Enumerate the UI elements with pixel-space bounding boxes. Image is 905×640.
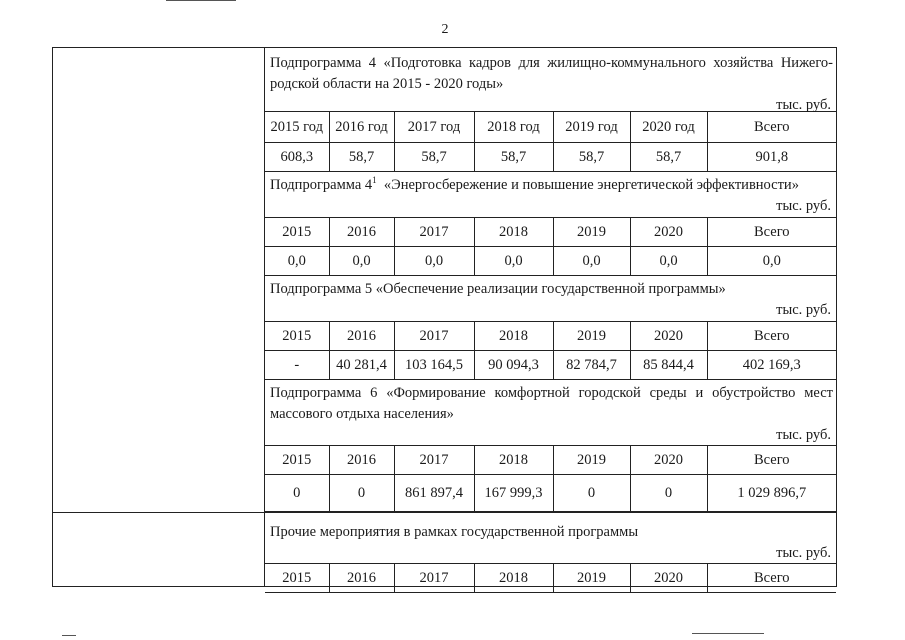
year-header: 2019	[553, 218, 630, 247]
amount-cell: 58,7	[553, 143, 630, 172]
table-row	[265, 564, 836, 593]
table-row	[265, 322, 836, 351]
table-row	[265, 143, 836, 172]
year-header: 2015	[265, 218, 329, 247]
amount-cell: 90 094,3	[474, 351, 553, 380]
year-header: 2019	[553, 322, 630, 351]
units-label: тыс. руб.	[776, 427, 831, 443]
amount-cell: 0,0	[474, 247, 553, 276]
year-header: 2017	[394, 446, 474, 475]
year-header: 2020	[630, 322, 707, 351]
year-header: 2017	[394, 564, 474, 593]
year-header: 2017 год	[394, 112, 474, 143]
year-header: 2020	[630, 564, 707, 593]
total-cell: 402 169,3	[707, 351, 836, 380]
table-row	[265, 351, 836, 380]
year-header: 2015 год	[265, 112, 329, 143]
amount-cell: 0,0	[553, 247, 630, 276]
left-label-column	[53, 48, 265, 586]
year-header: 2016 год	[329, 112, 394, 143]
units-label: тыс. руб.	[776, 302, 831, 318]
total-cell: 901,8	[707, 143, 836, 172]
subprogram-title-prefix: Подпрограмма 4	[270, 177, 373, 193]
subprogram-6-title-block	[265, 380, 836, 445]
total-cell: 0,0	[707, 247, 836, 276]
subprogram-title: Прочие мероприятия в рамках государственной программы	[270, 524, 639, 540]
other-activities-title-block	[265, 513, 836, 563]
year-header: 2020 год	[630, 112, 707, 143]
amount-cell: 0	[329, 475, 394, 512]
subprogram-title: Подпрограмма 6 «Формирование комфортной городской среды и обустройство мест массового отдыха населения»	[270, 385, 833, 422]
page-number: 2	[441, 22, 449, 37]
table-row	[265, 112, 836, 143]
subprogram-4-funding-table	[265, 111, 836, 172]
amount-cell: 0,0	[329, 247, 394, 276]
total-header: Всего	[707, 564, 836, 593]
table-row	[265, 446, 836, 475]
amount-cell: 58,7	[474, 143, 553, 172]
scan-mark	[692, 633, 764, 634]
total-header: Всего	[707, 446, 836, 475]
table-row	[265, 218, 836, 247]
amount-cell: 167 999,3	[474, 475, 553, 512]
budget-table	[52, 47, 837, 587]
year-header: 2016	[329, 446, 394, 475]
year-header: 2018	[474, 218, 553, 247]
table-row	[265, 475, 836, 512]
year-header: 2016	[329, 564, 394, 593]
subprogram-4-1-funding-table	[265, 217, 836, 276]
year-header: 2017	[394, 218, 474, 247]
amount-cell: 0,0	[630, 247, 707, 276]
amount-cell: 0	[553, 475, 630, 512]
amount-cell: 0	[630, 475, 707, 512]
amount-cell: 82 784,7	[553, 351, 630, 380]
subprogram-title-superscript: 1	[372, 175, 377, 185]
subprogram-title: Подпрограмма 5 «Обеспечение реализации государственной программы»	[270, 281, 726, 297]
year-header: 2015	[265, 322, 329, 351]
scan-mark	[166, 0, 236, 1]
subprogram-title: Подпрограмма 4 «Подготовка кадров для жилищно-коммунального хозяйства Нижего-родской области на 2015 - 2020 годы»	[270, 55, 833, 92]
subprogram-4-1-title-block	[265, 172, 836, 217]
amount-cell: 861 897,4	[394, 475, 474, 512]
scan-mark	[62, 635, 76, 636]
year-header: 2019 год	[553, 112, 630, 143]
year-header: 2018 год	[474, 112, 553, 143]
amount-cell: 40 281,4	[329, 351, 394, 380]
units-label: тыс. руб.	[776, 545, 831, 561]
amount-cell: 608,3	[265, 143, 329, 172]
subprogram-6-funding-table	[265, 445, 836, 512]
subprogram-title-rest: «Энергосбережение и повышение энергетической эффективности»	[383, 177, 799, 193]
subprogram-5-title-block	[265, 276, 836, 321]
amount-cell: 0,0	[394, 247, 474, 276]
amount-cell: 58,7	[394, 143, 474, 172]
amount-cell: 58,7	[329, 143, 394, 172]
year-header: 2020	[630, 218, 707, 247]
year-header: 2019	[553, 446, 630, 475]
amount-cell: 58,7	[630, 143, 707, 172]
funding-column	[265, 48, 836, 593]
units-label: тыс. руб.	[776, 97, 831, 113]
amount-cell: -	[265, 351, 329, 380]
year-header: 2015	[265, 564, 329, 593]
year-header: 2015	[265, 446, 329, 475]
amount-cell: 0	[265, 475, 329, 512]
total-header: Всего	[707, 112, 836, 143]
units-label: тыс. руб.	[776, 198, 831, 214]
year-header: 2020	[630, 446, 707, 475]
total-header: Всего	[707, 322, 836, 351]
year-header: 2016	[329, 218, 394, 247]
year-header: 2017	[394, 322, 474, 351]
table-row	[265, 247, 836, 276]
year-header: 2019	[553, 564, 630, 593]
amount-cell: 0,0	[265, 247, 329, 276]
section-divider	[53, 512, 265, 513]
subprogram-title	[270, 175, 833, 196]
amount-cell: 85 844,4	[630, 351, 707, 380]
year-header: 2018	[474, 322, 553, 351]
total-header: Всего	[707, 218, 836, 247]
amount-cell: 103 164,5	[394, 351, 474, 380]
other-activities-funding-table	[265, 563, 836, 593]
year-header: 2016	[329, 322, 394, 351]
subprogram-5-funding-table	[265, 321, 836, 380]
subprogram-4-title-block	[265, 48, 836, 111]
year-header: 2018	[474, 446, 553, 475]
year-header: 2018	[474, 564, 553, 593]
total-cell: 1 029 896,7	[707, 475, 836, 512]
